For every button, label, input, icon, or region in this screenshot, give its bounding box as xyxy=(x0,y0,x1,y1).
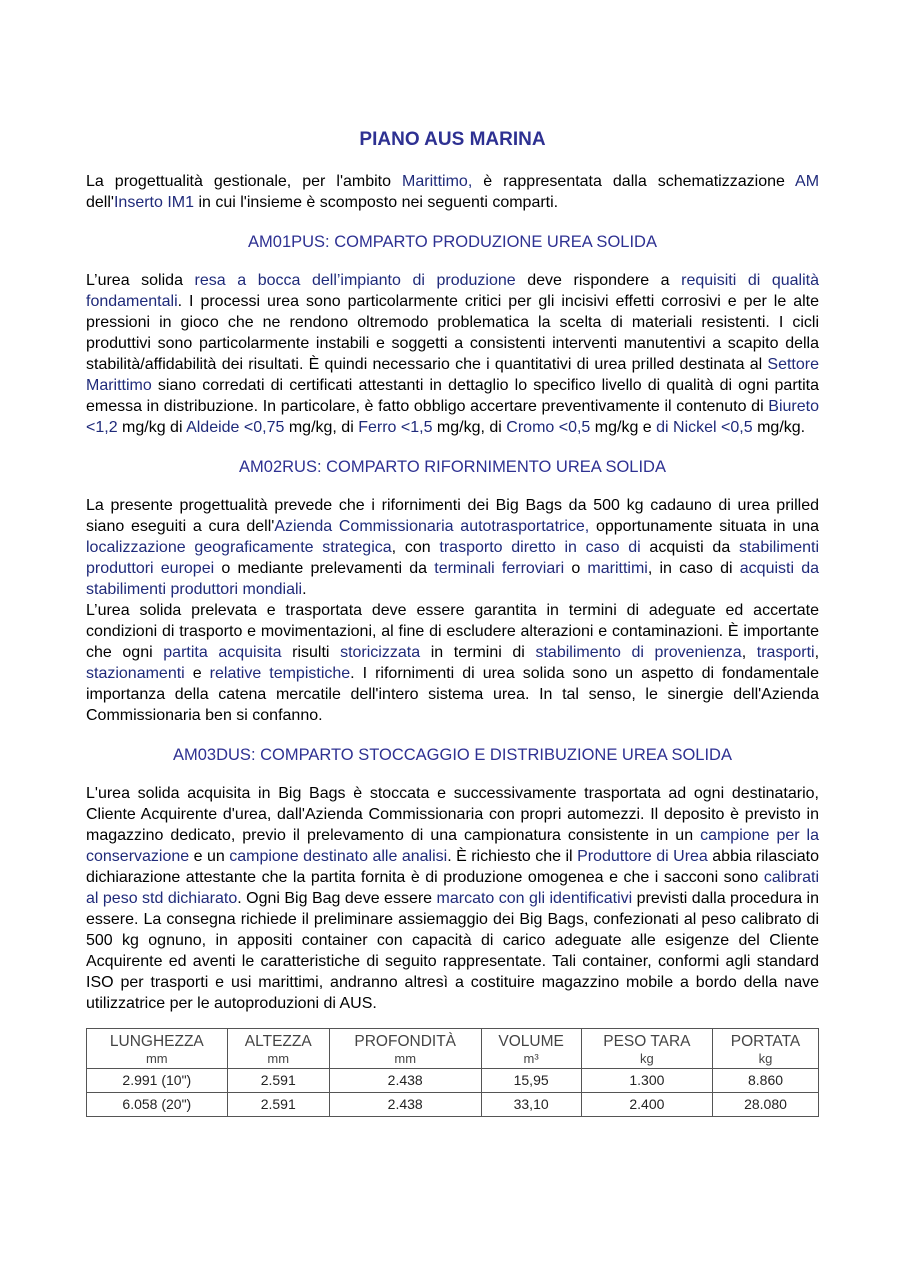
table-cell: 33,10 xyxy=(481,1093,581,1117)
table-header-cell xyxy=(581,1029,712,1069)
body-paragraph xyxy=(86,600,819,726)
text-run: o xyxy=(564,560,588,577)
text-run: . È richiesto che il xyxy=(447,848,578,865)
text-run: . xyxy=(302,581,307,598)
page-title: PIANO AUS MARINA xyxy=(359,129,546,150)
highlighted-term: Biureto <1,2 xyxy=(86,398,819,436)
highlighted-term: storicizzata xyxy=(340,644,421,661)
highlighted-term: Marittimo, xyxy=(402,173,473,190)
table-cell: 15,95 xyxy=(481,1069,581,1093)
table-cell: 2.591 xyxy=(227,1069,329,1093)
section-heading: AM01PUS: COMPARTO PRODUZIONE UREA SOLIDA xyxy=(248,233,657,251)
table-header-row xyxy=(87,1029,819,1069)
column-label: LUNGHEZZA xyxy=(109,1033,204,1050)
table-cell: 2.400 xyxy=(581,1093,712,1117)
text-run: o mediante prelevamenti da xyxy=(214,560,435,577)
container-specs-table xyxy=(86,1028,819,1117)
table-cell: 2.591 xyxy=(227,1093,329,1117)
column-label: ALTEZZA xyxy=(244,1033,312,1050)
text-run: . I rifornimenti di urea solida sono un aspetto di fondamentale importanza della catena mercatile dell'intero sistema urea. In tal senso, le sinergie dell'Azienda Commissionaria ben si confanno. xyxy=(86,665,819,724)
table-row xyxy=(87,1093,819,1117)
column-unit: mm xyxy=(145,1051,168,1066)
highlighted-term: Aldeide <0,75 xyxy=(186,419,285,436)
text-run: siano corredati di certificati attestanti in dettaglio lo specifico livello di qualità di ogni partita emessa in distribuzione. In particolare, è fatto obbligo accertare preventivamente il contenuto di xyxy=(86,377,819,415)
highlighted-term: Nickel <0,5 xyxy=(673,419,753,436)
body-paragraph xyxy=(86,495,819,600)
text-run: L’urea solida prelevata e trasportata deve essere garantita in termini di adeguate ed accertate condizioni di trasporto e movimentazioni, al fine di escludere alterazioni e contaminazioni. È importante che ogni xyxy=(86,602,819,661)
text-run: previsti dalla procedura in essere. La consegna richiede il preliminare assiemaggio dei Big Bags, confezionati al peso calibrato di 500 kg ognuno, in appositi container con capacità di carico adeguate alle esigenze del Cliente Acquirente ed aventi le caratteristiche di seguito rappresentate. Tali container, conformi agli standard ISO per trasporti e usi marittimi, andranno altresì a costituire magazzino mobile a bordo della nave utilizzatrice per le autoproduzioni di AUS. xyxy=(86,890,820,1012)
text-run: . I processi urea sono particolarmente critici per gli incisivi effetti corrosivi e per le alte pressioni in gioco che ne rendono oltremodo problematica la scelta di materiali resistenti. I cicli produttivi sono particolarmente instabili e soggetti a consistenti interventi manutentivi a scapito della stabilità/affidabilità dei risultati. È quindi necessario che i quantitativi di urea prilled destinata al xyxy=(86,293,819,373)
table-header-cell xyxy=(329,1029,481,1069)
text-run: mg/kg, di xyxy=(432,419,507,436)
text-run: acquisti da xyxy=(640,539,739,556)
table-cell: 2.438 xyxy=(329,1069,481,1093)
table-header-cell xyxy=(713,1029,819,1069)
table-cell: 2.991 (10") xyxy=(87,1069,228,1093)
highlighted-term: acquisti da stabilimenti produttori mondiali xyxy=(86,560,820,598)
highlighted-term: campione per la conservazione xyxy=(86,827,820,865)
highlighted-term: Cromo <0,5 xyxy=(506,419,591,436)
highlighted-term: Settore Marittimo xyxy=(86,356,819,394)
highlighted-term: partita acquisita xyxy=(163,644,282,661)
highlighted-term: AM xyxy=(795,173,820,190)
sections-container xyxy=(86,231,819,1014)
highlighted-term: Ferro <1,5 xyxy=(358,419,433,436)
text-run: La progettualità gestionale, per l'ambito xyxy=(86,173,403,190)
column-unit: mm xyxy=(267,1051,290,1066)
text-run: mg/kg, di xyxy=(284,419,359,436)
document-page xyxy=(86,128,819,1117)
text-run: opportunamente situata in una xyxy=(589,518,819,535)
text-run: , con xyxy=(391,539,440,556)
table-body xyxy=(87,1069,819,1117)
text-run: mg/kg di xyxy=(117,419,187,436)
text-run: in cui l'insieme è scomposto nei seguenti comparti. xyxy=(194,194,559,211)
text-run: , xyxy=(814,644,820,661)
text-run: deve rispondere a xyxy=(515,272,682,289)
column-label: PORTATA xyxy=(730,1033,801,1050)
highlighted-term: stazionamenti xyxy=(86,665,185,682)
highlighted-term: campione destinato alle analisi xyxy=(229,848,448,865)
text-run: mg/kg e xyxy=(590,419,657,436)
text-run: , in caso di xyxy=(647,560,740,577)
table-header-cell xyxy=(227,1029,329,1069)
table-header-cell xyxy=(481,1029,581,1069)
body-paragraph xyxy=(86,783,819,1014)
text-run: mg/kg. xyxy=(752,419,806,436)
highlighted-term: di xyxy=(656,419,669,436)
text-run: risulti xyxy=(281,644,341,661)
table-cell: 28.080 xyxy=(713,1093,819,1117)
intro-paragraph xyxy=(86,171,819,213)
highlighted-term: marittimi xyxy=(587,560,648,577)
table-cell: 8.860 xyxy=(713,1069,819,1093)
highlighted-term: requisiti di qualità fondamentali xyxy=(86,272,820,310)
highlighted-term: trasporto diretto in caso di xyxy=(439,539,641,556)
highlighted-term: stabilimento di provenienza xyxy=(535,644,742,661)
section-heading: AM02RUS: COMPARTO RIFORNIMENTO UREA SOLIDA xyxy=(239,458,666,476)
highlighted-term: stabilimenti produttori europei xyxy=(86,539,819,577)
text-run: L’urea solida xyxy=(86,272,195,289)
table-cell: 2.438 xyxy=(329,1093,481,1117)
column-label: PESO TARA xyxy=(603,1033,691,1050)
text-run: L'urea solida acquisita in Big Bags è stoccata e successivamente trasportata ad ogni destinatario, Cliente Acquirente d'urea, dall'Azienda Commissionaria con propri automezzi. Il deposito è previsto in magazzino dedicato, previo il prelevamento di una campionatura consistente in un xyxy=(86,785,819,844)
column-label: VOLUME xyxy=(498,1033,564,1050)
text-run: e xyxy=(184,665,210,682)
highlighted-term: Azienda Commissionaria autotrasportatrice, xyxy=(274,518,590,535)
text-run: è rappresentata dalla schematizzazione xyxy=(472,173,796,190)
highlighted-term: calibrati al peso std dichiarato xyxy=(86,869,819,907)
highlighted-term: marcato con gli identificativi xyxy=(436,890,633,907)
highlighted-term: localizzazione geograficamente strategica xyxy=(86,539,392,556)
section-heading: AM03DUS: COMPARTO STOCCAGGIO E DISTRIBUZIONE UREA SOLIDA xyxy=(173,746,732,764)
column-unit: m³ xyxy=(523,1051,539,1066)
text-run: abbia rilasciato dichiarazione attestante che la partita fornita è di produzione omogenea e che i sacconi sono xyxy=(86,848,820,886)
column-unit: mm xyxy=(394,1051,417,1066)
text-run: dell' xyxy=(86,194,114,211)
column-label: PROFONDITÀ xyxy=(354,1033,457,1050)
highlighted-term: trasporti xyxy=(756,644,815,661)
text-run: . Ogni Big Bag deve essere xyxy=(237,890,437,907)
column-unit: kg xyxy=(758,1051,773,1066)
column-unit: kg xyxy=(640,1051,654,1066)
text-run: La presente progettualità prevede che i rifornimenti dei Big Bags da 500 kg cadauno di urea prilled siano eseguiti a cura dell' xyxy=(86,497,819,535)
highlighted-term: Produttore di Urea xyxy=(577,848,708,865)
highlighted-term: terminali ferroviari xyxy=(434,560,565,577)
text-run: in termini di xyxy=(420,644,536,661)
highlighted-term: resa a bocca dell’impianto di produzione xyxy=(194,272,516,289)
text-run: e un xyxy=(189,848,230,865)
table-header-cell xyxy=(87,1029,228,1069)
table-cell: 6.058 (20") xyxy=(87,1093,228,1117)
highlighted-term: relative tempistiche xyxy=(209,665,351,682)
body-paragraph xyxy=(86,270,819,438)
text-run: , xyxy=(741,644,757,661)
table-cell: 1.300 xyxy=(581,1069,712,1093)
highlighted-term: Inserto IM1 xyxy=(113,194,194,211)
table-row xyxy=(87,1069,819,1093)
